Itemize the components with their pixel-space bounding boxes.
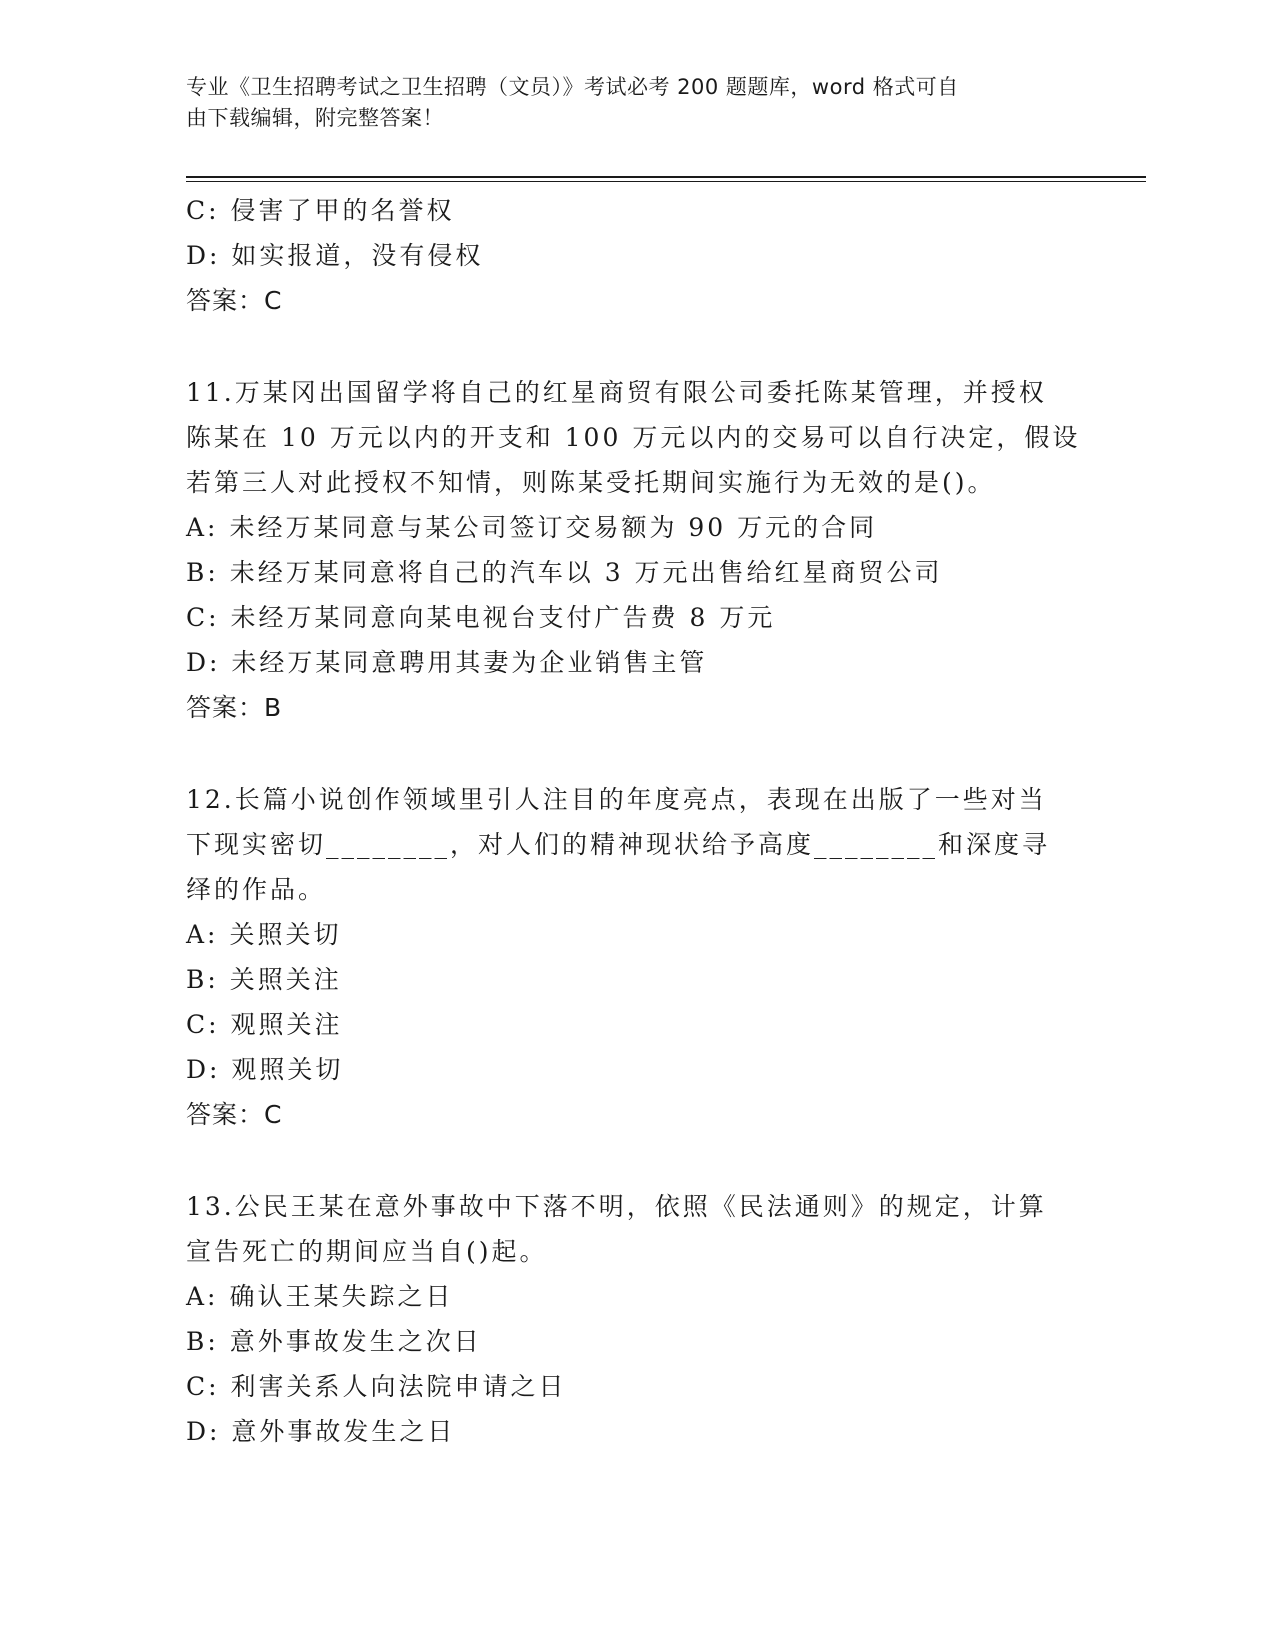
- answer-line: 答案：C: [186, 286, 283, 315]
- option-text: 侵害了甲的名誉权: [230, 196, 455, 225]
- question-10-tail: [186, 188, 1066, 323]
- option-text: 未经万某同意向某电视台支付广告费 8 万元: [230, 603, 776, 632]
- question-text-line: 12.长篇小说创作领域里引人注目的年度亮点，表现在出版了一些对当: [186, 785, 1047, 814]
- option-text: 关照关切: [229, 920, 342, 949]
- question-12: [186, 777, 1066, 1137]
- header-rule-thin: [186, 181, 1146, 182]
- option-text: 关照关注: [229, 965, 342, 994]
- header-rule-thick: [186, 176, 1146, 178]
- option-label: C:: [186, 603, 220, 632]
- option-label: B:: [186, 558, 219, 587]
- option-d: [186, 1047, 1066, 1092]
- option-c: [186, 188, 1066, 233]
- option-label: B:: [186, 1327, 219, 1356]
- question-text-line: 下现实密切________，对人们的精神现状给予高度________和深度寻: [186, 830, 1051, 859]
- option-label: C:: [186, 196, 220, 225]
- option-label: C:: [186, 1372, 220, 1401]
- answer-line: 答案：C: [186, 1100, 283, 1129]
- option-d: [186, 640, 1066, 685]
- header-line-1: 专业《卫生招聘考试之卫生招聘（文员）》考试必考 200 题题库，word 格式可自: [186, 75, 959, 99]
- option-text: 意外事故发生之日: [231, 1417, 456, 1446]
- option-a: [186, 912, 1066, 957]
- option-c: [186, 1002, 1066, 1047]
- option-text: 观照关注: [230, 1010, 343, 1039]
- option-d: [186, 233, 1066, 278]
- option-b: [186, 550, 1066, 595]
- document-body: [186, 188, 1081, 1454]
- option-text: 未经万某同意将自己的汽车以 3 万元出售给红星商贸公司: [229, 558, 943, 587]
- option-label: A:: [186, 920, 219, 949]
- option-a: [186, 1274, 1066, 1319]
- option-label: A:: [186, 513, 219, 542]
- option-a: [186, 505, 1066, 550]
- question-text-line: 13.公民王某在意外事故中下落不明，依照《民法通则》的规定，计算: [186, 1192, 1047, 1221]
- question-text-line: 宣告死亡的期间应当自()起。: [186, 1237, 548, 1266]
- option-label: D:: [186, 241, 221, 270]
- header-line-2: 由下载编辑，附完整答案！: [186, 106, 444, 130]
- option-b: [186, 1319, 1066, 1364]
- answer-line: 答案：B: [186, 693, 283, 722]
- document-header: [186, 72, 1066, 134]
- option-text: 利害关系人向法院申请之日: [230, 1372, 567, 1401]
- question-text-line: 绎的作品。: [186, 875, 327, 904]
- question-text-line: 11.万某冈出国留学将自己的红星商贸有限公司委托陈某管理，并授权: [186, 378, 1047, 407]
- option-label: A:: [186, 1282, 219, 1311]
- option-c: [186, 1364, 1066, 1409]
- option-label: C:: [186, 1010, 220, 1039]
- question-11: [186, 370, 1081, 730]
- option-text: 如实报道，没有侵权: [231, 241, 484, 270]
- option-d: [186, 1409, 1066, 1454]
- option-label: D:: [186, 648, 221, 677]
- option-text: 观照关切: [231, 1055, 344, 1084]
- option-text: 未经万某同意聘用其妻为企业销售主管: [231, 648, 708, 677]
- option-text: 意外事故发生之次日: [229, 1327, 482, 1356]
- question-text-line: 若第三人对此授权不知情，则陈某受托期间实施行为无效的是()。: [186, 468, 996, 497]
- option-label: D:: [186, 1417, 221, 1446]
- option-c: [186, 595, 1066, 640]
- option-text: 未经万某同意与某公司签订交易额为 90 万元的合同: [229, 513, 878, 542]
- option-text: 确认王某失踪之日: [229, 1282, 454, 1311]
- question-13: [186, 1184, 1066, 1454]
- option-label: D:: [186, 1055, 221, 1084]
- option-label: B:: [186, 965, 219, 994]
- option-b: [186, 957, 1066, 1002]
- question-text-line: 陈某在 10 万元以内的开支和 100 万元以内的交易可以自行决定，假设: [186, 423, 1081, 452]
